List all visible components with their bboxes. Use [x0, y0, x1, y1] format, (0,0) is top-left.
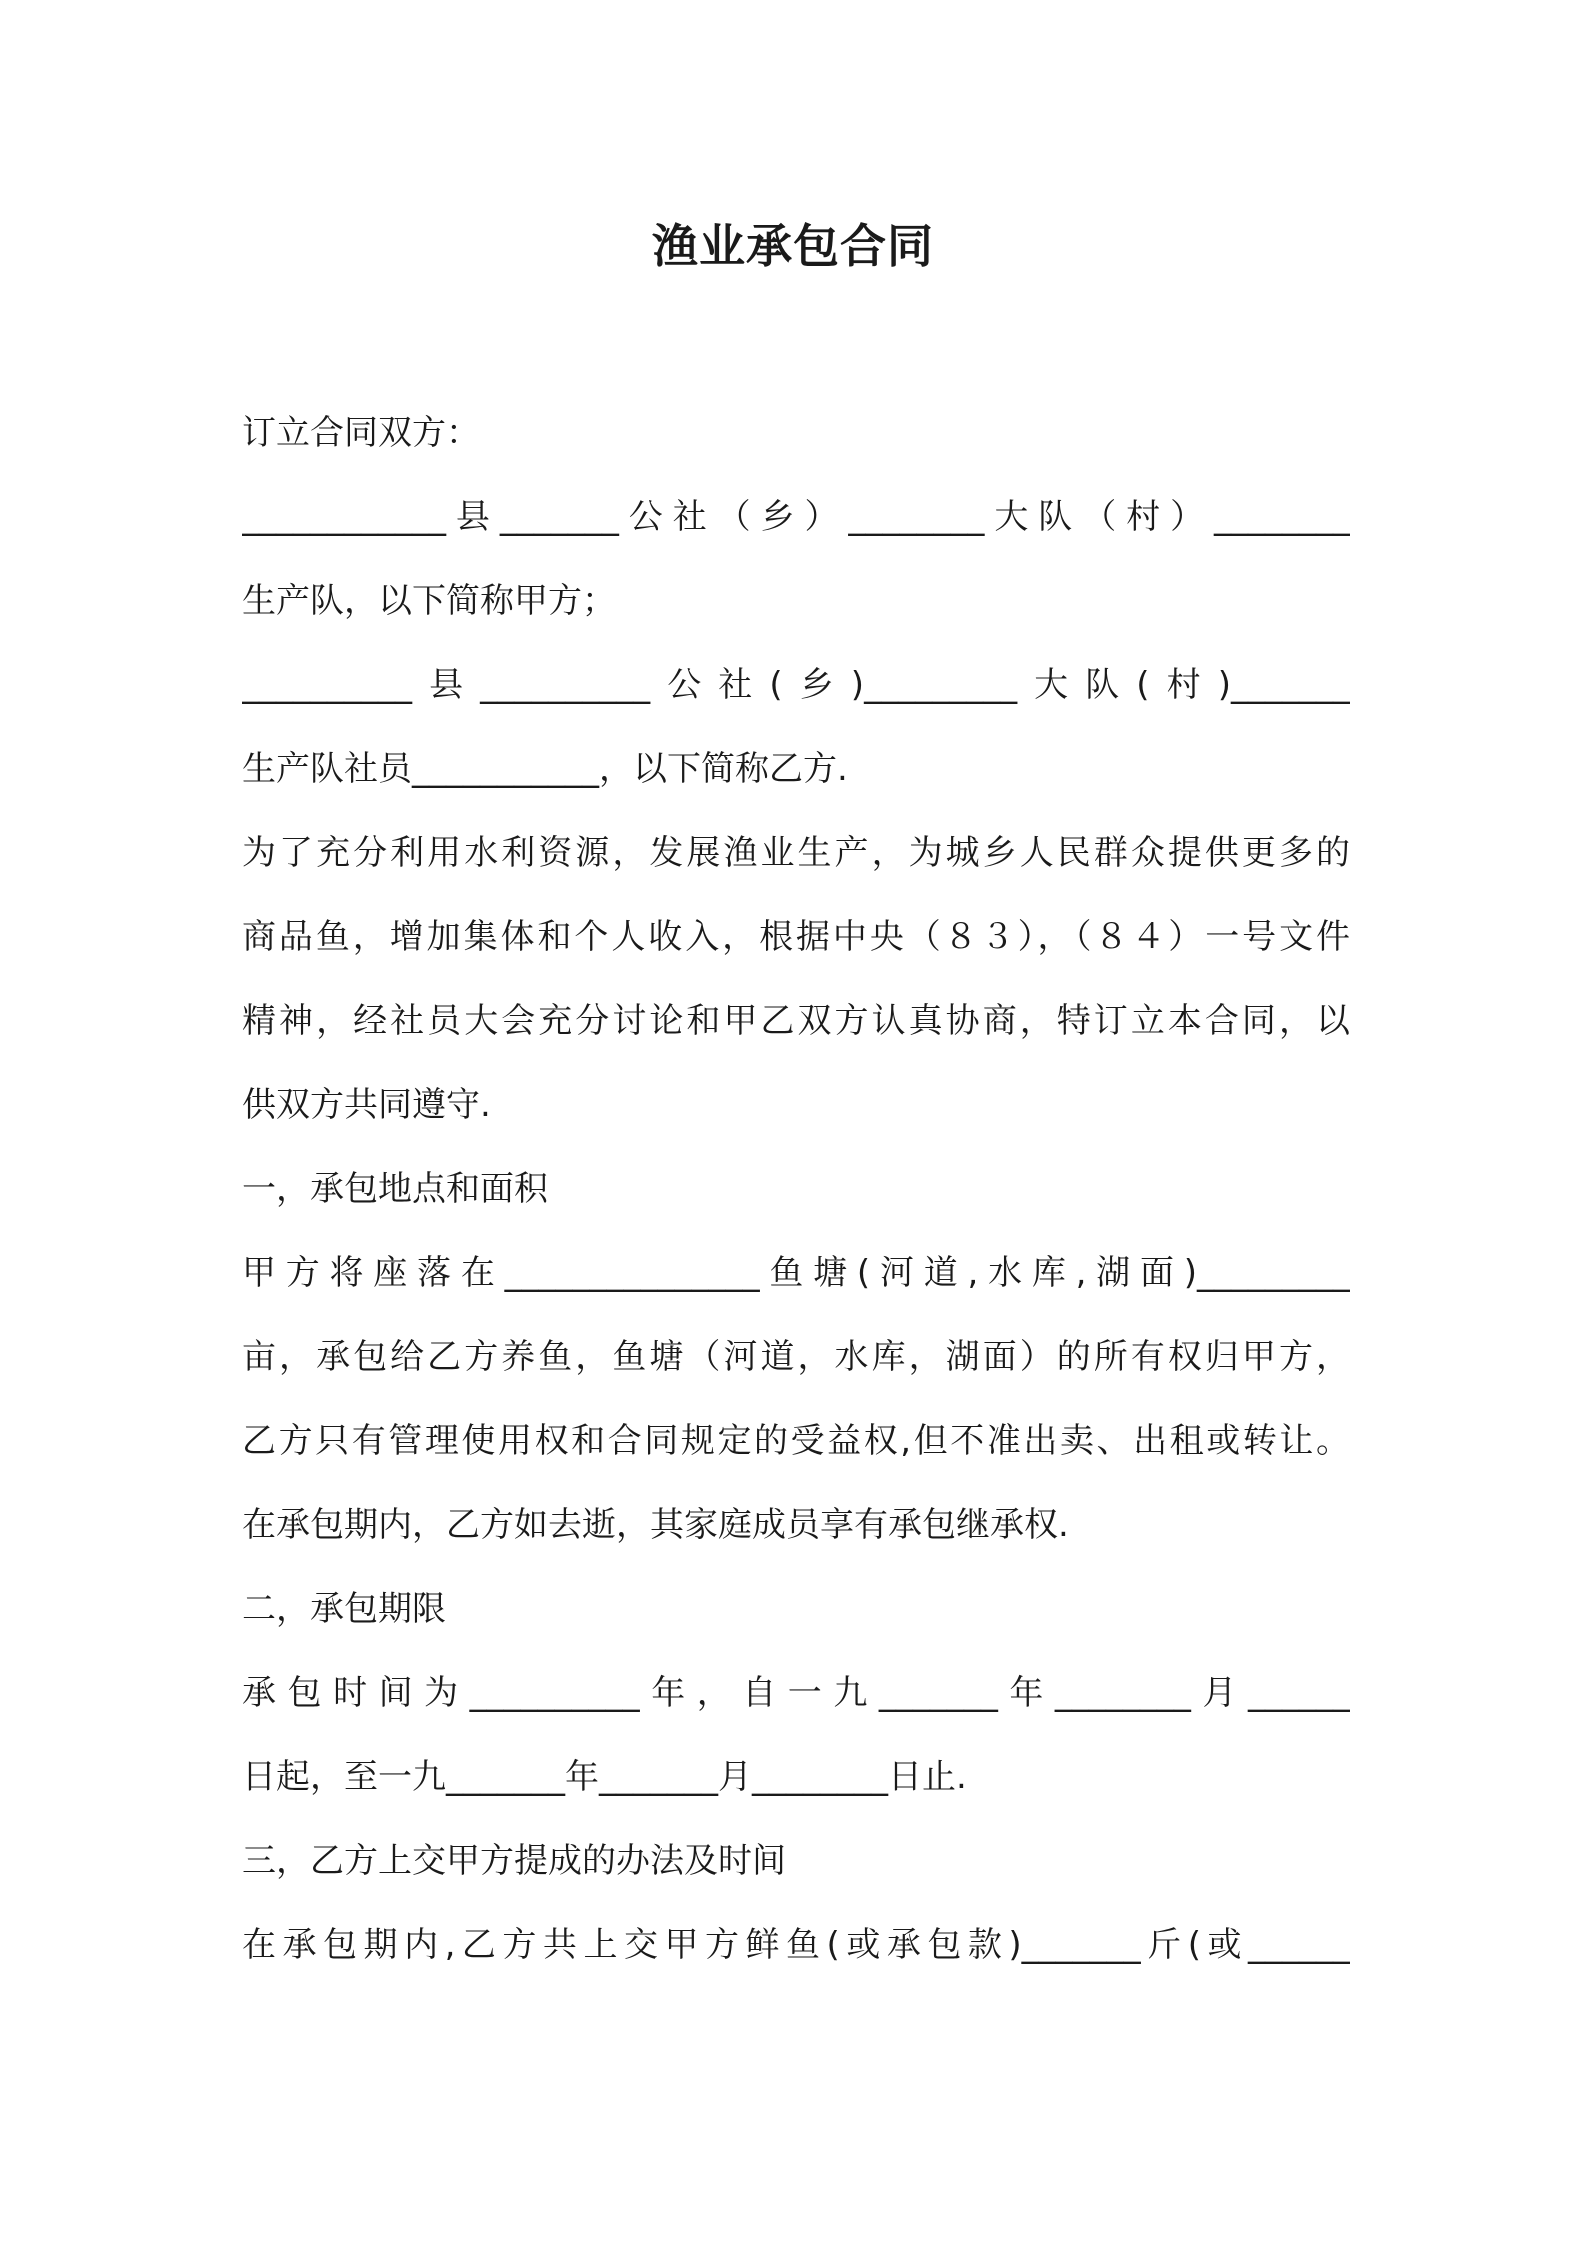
section-2-heading: 二，承包期限 [242, 1589, 446, 1629]
section-1-line-3: 乙方只有管理使用权和合同规定的受益权,但不准出卖、出租或转让。 [242, 1421, 1350, 1461]
section-3-line-1: 在承包期内,乙方共上交甲方鲜鱼(或承包款)_______斤(或______ [242, 1925, 1350, 1965]
party-b-designation: 生产队社员___________，以下简称乙方. [242, 749, 848, 789]
section-3-heading: 三，乙方上交甲方提成的办法及时间 [242, 1841, 786, 1881]
party-a-fill-line: ____________县_______公社（乡）________大队（村）________ [242, 497, 1350, 537]
section-1-line-1: 甲方将座落在_______________鱼塘(河道,水库,湖面)_________ [242, 1253, 1350, 1293]
section-2-line-2: 日起，至一九_______年_______月________日止. [242, 1757, 967, 1797]
section-1-heading: 一，承包地点和面积 [242, 1169, 548, 1209]
preamble-line-3: 精神，经社员大会充分讨论和甲乙双方认真协商，特订立本合同，以 [242, 1001, 1350, 1041]
preamble-line-4: 供双方共同遵守. [242, 1085, 491, 1125]
section-1-line-2: 亩，承包给乙方养鱼，鱼塘（河道，水库，湖面）的所有权归甲方， [242, 1337, 1350, 1377]
preamble-line-2: 商品鱼，增加集体和个人收入，根据中央（８３），（８４）一号文件 [242, 917, 1350, 957]
section-2-line-1: 承包时间为__________年，自一九_______年________月______ [242, 1673, 1350, 1713]
party-b-fill-line: __________县__________公社(乡)_________大队(村)_______ [242, 665, 1350, 705]
document-title: 渔业承包合同 [652, 219, 934, 273]
preamble-line-1: 为了充分利用水利资源，发展渔业生产，为城乡人民群众提供更多的 [242, 833, 1350, 873]
party-a-designation: 生产队，以下简称甲方； [242, 581, 616, 621]
section-1-line-4: 在承包期内，乙方如去逝，其家庭成员享有承包继承权. [242, 1505, 1069, 1545]
contract-parties-heading: 订立合同双方： [242, 413, 480, 453]
